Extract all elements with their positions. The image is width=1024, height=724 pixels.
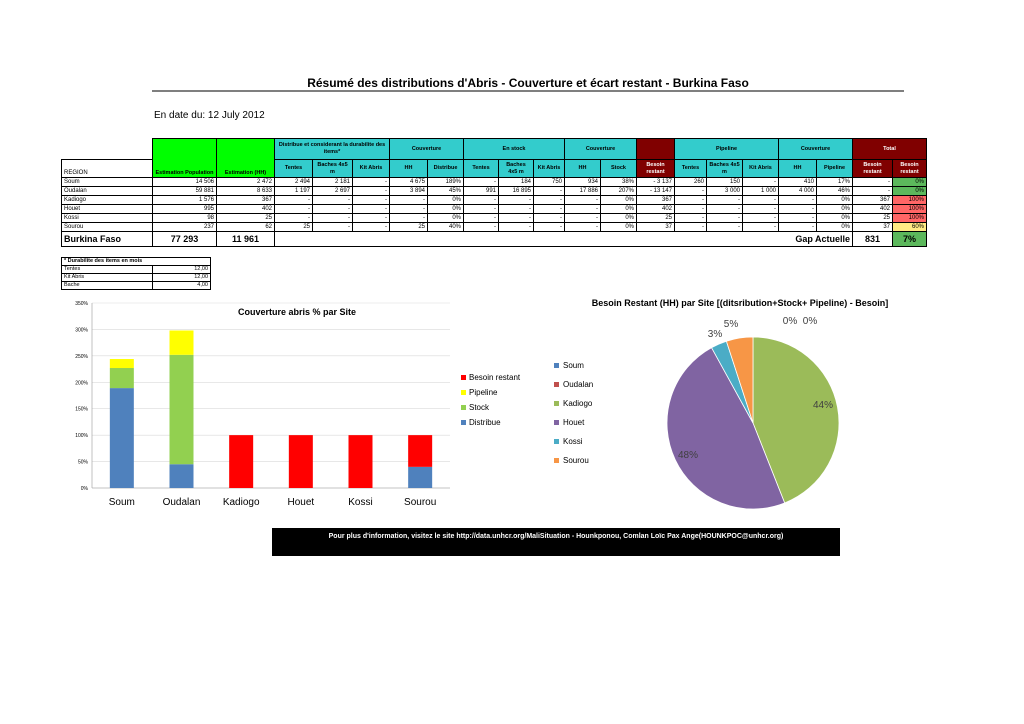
legend-label: Oudalan — [563, 380, 594, 389]
table-row — [62, 196, 927, 205]
table-cell: 25 — [217, 214, 275, 223]
table-cell: - — [675, 187, 707, 196]
y-tick-label: 200% — [75, 380, 88, 387]
legend-swatch — [554, 439, 559, 444]
table-cell: 0% — [428, 205, 464, 214]
durability-value: 12,00 — [153, 266, 211, 274]
row-region: Houet — [62, 205, 153, 214]
table-cell: 237 — [153, 223, 217, 232]
table-cell: 25 — [853, 214, 893, 223]
y-tick-label: 350% — [75, 301, 88, 307]
total-population: 77 293 — [153, 232, 217, 247]
subheader-stock-tentes: Tentes — [464, 160, 499, 178]
table-cell: - — [499, 214, 534, 223]
table-cell: - — [779, 205, 817, 214]
y-tick-label: 150% — [75, 406, 88, 413]
bar-segment — [110, 388, 134, 488]
table-cell: - — [499, 223, 534, 232]
table-cell: - 3 137 — [637, 178, 675, 187]
subheader-pipe-tentes: Tentes — [675, 160, 707, 178]
legend-swatch — [554, 401, 559, 406]
bar-segment — [349, 435, 373, 488]
table-cell: 60% — [893, 223, 927, 232]
gap-value: 831 — [853, 232, 893, 247]
x-tick-label: Sourou — [404, 497, 437, 508]
subheader-total-besoin: Besoin restant — [853, 160, 893, 178]
bar-chart-title: Couverture abris % par Site — [237, 307, 357, 317]
table-cell: 367 — [637, 196, 675, 205]
header-distribue: Distribue et considerant la durabilite des items* — [275, 139, 390, 160]
table-cell: 0% — [601, 205, 637, 214]
table-cell: - — [499, 205, 534, 214]
total-label: Burkina Faso — [62, 232, 153, 247]
table-cell: 3 894 — [390, 187, 428, 196]
table-cell: 4 000 — [779, 187, 817, 196]
header-region: REGION — [62, 160, 153, 178]
subheader-total-pct: Besoin restant — [893, 160, 927, 178]
total-hh: 11 961 — [217, 232, 275, 247]
table-row — [62, 187, 927, 196]
subheader-distribue: Distribue — [428, 160, 464, 178]
table-cell: 0% — [893, 178, 927, 187]
table-cell: - — [499, 196, 534, 205]
table-cell: - — [353, 187, 390, 196]
subheader-hh: HH — [390, 160, 428, 178]
table-cell: 46% — [817, 187, 853, 196]
table-cell: 207% — [601, 187, 637, 196]
table-cell: - — [534, 196, 565, 205]
table-cell: - — [390, 196, 428, 205]
header-population: Estimation Population — [153, 139, 217, 178]
table-cell: 1 197 — [275, 187, 313, 196]
subheader-pipeline: Pipeline — [817, 160, 853, 178]
summary-table — [61, 138, 927, 247]
table-cell: - — [464, 223, 499, 232]
x-tick-label: Kossi — [348, 497, 373, 508]
table-cell: - — [534, 187, 565, 196]
pie-data-label: 3% — [707, 329, 723, 340]
header-total: Total — [853, 139, 927, 160]
subheader-tentes: Tentes — [275, 160, 313, 178]
legend-label: Kadiogo — [563, 399, 593, 408]
table-cell: - — [464, 214, 499, 223]
pie-data-label: 44% — [812, 400, 834, 411]
legend-label: Besoin restant — [469, 373, 521, 382]
table-cell: - — [353, 223, 390, 232]
subheader-stock-kit: Kit Abris — [534, 160, 565, 178]
table-cell: - — [464, 205, 499, 214]
table-cell: 98 — [153, 214, 217, 223]
table-cell: - — [743, 196, 779, 205]
gap-percent: 7% — [893, 232, 927, 247]
y-tick-label: 100% — [75, 433, 88, 440]
coverage-bar-chart — [60, 295, 530, 515]
table-row — [62, 178, 927, 187]
table-cell: 1 576 — [153, 196, 217, 205]
table-cell: - — [675, 223, 707, 232]
table-cell: 0% — [817, 196, 853, 205]
table-cell: - — [313, 214, 353, 223]
table-cell: 750 — [534, 178, 565, 187]
legend-label: Distribue — [469, 418, 501, 427]
table-cell: 0% — [817, 214, 853, 223]
subheader-pipe-kit: Kit Abris — [743, 160, 779, 178]
subheader-pipe-baches: Baches 4x5 m — [707, 160, 743, 178]
table-cell: 3 000 — [707, 187, 743, 196]
table-cell: - — [675, 196, 707, 205]
table-cell: - — [853, 187, 893, 196]
header-pipeline: Pipeline — [675, 139, 779, 160]
table-cell: 2 472 — [217, 178, 275, 187]
table-cell: 934 — [565, 178, 601, 187]
table-cell: - — [743, 223, 779, 232]
subheader-stock-hh: HH — [565, 160, 601, 178]
legend-swatch — [461, 375, 466, 380]
table-cell: 16 895 — [499, 187, 534, 196]
table-cell: 995 — [153, 205, 217, 214]
y-tick-label: 0% — [80, 486, 88, 492]
page-title: Résumé des distributions d'Abris - Couverture et écart restant - Burkina Faso — [307, 76, 749, 90]
y-tick-label: 50% — [77, 459, 88, 466]
x-tick-label: Oudalan — [162, 497, 201, 508]
table-cell: 59 881 — [153, 187, 217, 196]
subheader-pipe-hh: HH — [779, 160, 817, 178]
table-cell: - — [779, 196, 817, 205]
subheader-baches: Baches 4x5 m — [313, 160, 353, 178]
pie-data-label: 0% — [802, 316, 818, 327]
bar-segment — [170, 355, 194, 464]
table-cell: 367 — [853, 196, 893, 205]
table-cell: 37 — [853, 223, 893, 232]
bar-segment — [289, 435, 313, 488]
table-cell: 991 — [464, 187, 499, 196]
legend-label: Houet — [563, 418, 585, 427]
table-cell: 0% — [601, 196, 637, 205]
table-cell: 40% — [428, 223, 464, 232]
header-hh-estimate: Estimation (HH) — [217, 139, 275, 178]
table-row — [62, 205, 927, 214]
table-cell: 0% — [893, 187, 927, 196]
legend-swatch — [461, 405, 466, 410]
header-couverture-1: Couverture — [390, 139, 464, 160]
table-cell: 367 — [217, 196, 275, 205]
header-besoin-blank — [637, 139, 675, 160]
table-cell: 25 — [390, 223, 428, 232]
table-cell: 0% — [817, 205, 853, 214]
report-date: En date du: 12 July 2012 — [154, 110, 265, 121]
legend-label: Pipeline — [469, 388, 498, 397]
table-cell: 37 — [637, 223, 675, 232]
subheader-kit: Kit Abris — [353, 160, 390, 178]
header-couverture-2: Couverture — [565, 139, 637, 160]
table-cell: - — [853, 178, 893, 187]
bar-segment — [408, 467, 432, 488]
table-cell: - 13 147 — [637, 187, 675, 196]
subheader-besoin: Besoin restant — [637, 160, 675, 178]
bar-segment — [229, 435, 253, 488]
gap-label: Gap Actuelle — [275, 232, 853, 247]
table-cell: - — [390, 214, 428, 223]
legend-label: Stock — [469, 403, 490, 412]
table-cell: - — [534, 223, 565, 232]
table-cell: - — [464, 178, 499, 187]
y-tick-label: 300% — [75, 327, 88, 334]
table-cell: - — [743, 178, 779, 187]
table-cell: - — [779, 223, 817, 232]
table-cell: 0% — [601, 214, 637, 223]
table-cell: - — [707, 223, 743, 232]
legend-swatch — [554, 420, 559, 425]
legend-swatch — [461, 390, 466, 395]
table-cell: - — [565, 223, 601, 232]
pie-data-label: 5% — [723, 319, 739, 330]
table-cell: - — [743, 214, 779, 223]
table-cell: 62 — [217, 223, 275, 232]
table-cell: - — [707, 205, 743, 214]
table-cell: - — [313, 205, 353, 214]
x-tick-label: Soum — [108, 497, 135, 508]
table-cell: 100% — [893, 205, 927, 214]
table-cell: - — [275, 196, 313, 205]
durability-label: Kit Abris — [62, 274, 153, 282]
table-cell: - — [275, 214, 313, 223]
table-cell: - — [565, 205, 601, 214]
table-cell: 25 — [637, 214, 675, 223]
table-cell: 17 886 — [565, 187, 601, 196]
table-cell: 17% — [817, 178, 853, 187]
table-cell: - — [534, 205, 565, 214]
table-cell: 8 633 — [217, 187, 275, 196]
table-cell: - — [779, 214, 817, 223]
table-cell: - — [743, 205, 779, 214]
x-tick-label: Kadiogo — [222, 497, 260, 508]
table-cell: - — [565, 214, 601, 223]
table-cell: 38% — [601, 178, 637, 187]
table-cell: 14 506 — [153, 178, 217, 187]
table-cell: 410 — [779, 178, 817, 187]
table-cell: 2 697 — [313, 187, 353, 196]
legend-swatch — [554, 363, 559, 368]
legend-label: Soum — [563, 361, 584, 370]
pie-chart-title: Besoin Restant (HH) par Site [(ditsribution+Stock+ Pipeline) - Besoin] — [591, 298, 889, 308]
table-cell: 189% — [428, 178, 464, 187]
row-region: Soum — [62, 178, 153, 187]
header-en-stock: En stock — [464, 139, 565, 160]
row-region: Oudalan — [62, 187, 153, 196]
durability-label: Tentes — [62, 266, 153, 274]
table-cell: - — [353, 214, 390, 223]
table-cell: 1 000 — [743, 187, 779, 196]
table-cell: 0% — [817, 223, 853, 232]
bar-segment — [110, 368, 134, 388]
legend-swatch — [461, 420, 466, 425]
bar-segment — [170, 330, 194, 354]
row-region: Kossi — [62, 214, 153, 223]
durability-value: 4,00 — [153, 282, 211, 290]
bar-segment — [170, 464, 194, 488]
row-region: Kadiogo — [62, 196, 153, 205]
table-cell: - — [390, 205, 428, 214]
table-cell: - — [675, 214, 707, 223]
table-cell: 150 — [707, 178, 743, 187]
table-cell: - — [353, 178, 390, 187]
footer-info: Pour plus d'information, visitez le site http://data.unhcr.org/MaliSituation - Hounkponou, Comlan Loïc Pax Ange(HOUNKPOC@unhcr.org) — [272, 528, 840, 556]
subheader-stock: Stock — [601, 160, 637, 178]
table-cell: - — [707, 196, 743, 205]
table-cell: - — [565, 196, 601, 205]
table-row — [62, 214, 927, 223]
legend-swatch — [554, 458, 559, 463]
bar-segment — [408, 435, 432, 467]
table-cell: 0% — [428, 196, 464, 205]
table-cell: 100% — [893, 196, 927, 205]
table-cell: 4 675 — [390, 178, 428, 187]
pie-data-label: 0% — [782, 316, 798, 327]
table-cell: 25 — [275, 223, 313, 232]
durability-value: 12,00 — [153, 274, 211, 282]
row-region: Sourou — [62, 223, 153, 232]
table-cell: 2 181 — [313, 178, 353, 187]
table-cell: - — [353, 205, 390, 214]
table-cell: 45% — [428, 187, 464, 196]
besoin-pie-chart — [545, 292, 925, 522]
table-cell: 402 — [853, 205, 893, 214]
table-cell: - — [313, 223, 353, 232]
table-cell: - — [464, 196, 499, 205]
table-cell: - — [707, 214, 743, 223]
subheader-stock-baches: Baches 4x5 m — [499, 160, 534, 178]
table-cell: - — [275, 205, 313, 214]
table-cell: 100% — [893, 214, 927, 223]
table-cell: 0% — [428, 214, 464, 223]
table-cell: 402 — [217, 205, 275, 214]
table-row — [62, 223, 927, 232]
table-cell: - — [313, 196, 353, 205]
y-tick-label: 250% — [75, 353, 88, 360]
pie-data-label: 48% — [677, 450, 699, 461]
table-cell: 184 — [499, 178, 534, 187]
table-cell: - — [353, 196, 390, 205]
table-cell: 2 494 — [275, 178, 313, 187]
title-underline — [152, 90, 904, 92]
durability-table — [61, 257, 211, 290]
table-cell: - — [534, 214, 565, 223]
table-cell: - — [675, 205, 707, 214]
bar-segment — [110, 359, 134, 368]
legend-label: Kossi — [563, 437, 583, 446]
table-cell: 260 — [675, 178, 707, 187]
legend-swatch — [554, 382, 559, 387]
header-couverture-3: Couverture — [779, 139, 853, 160]
durability-title: * Durabilite des items en mois — [62, 258, 211, 266]
table-cell: 402 — [637, 205, 675, 214]
durability-label: Bache — [62, 282, 153, 290]
legend-label: Sourou — [563, 456, 589, 465]
x-tick-label: Houet — [287, 497, 315, 508]
table-cell: 0% — [601, 223, 637, 232]
